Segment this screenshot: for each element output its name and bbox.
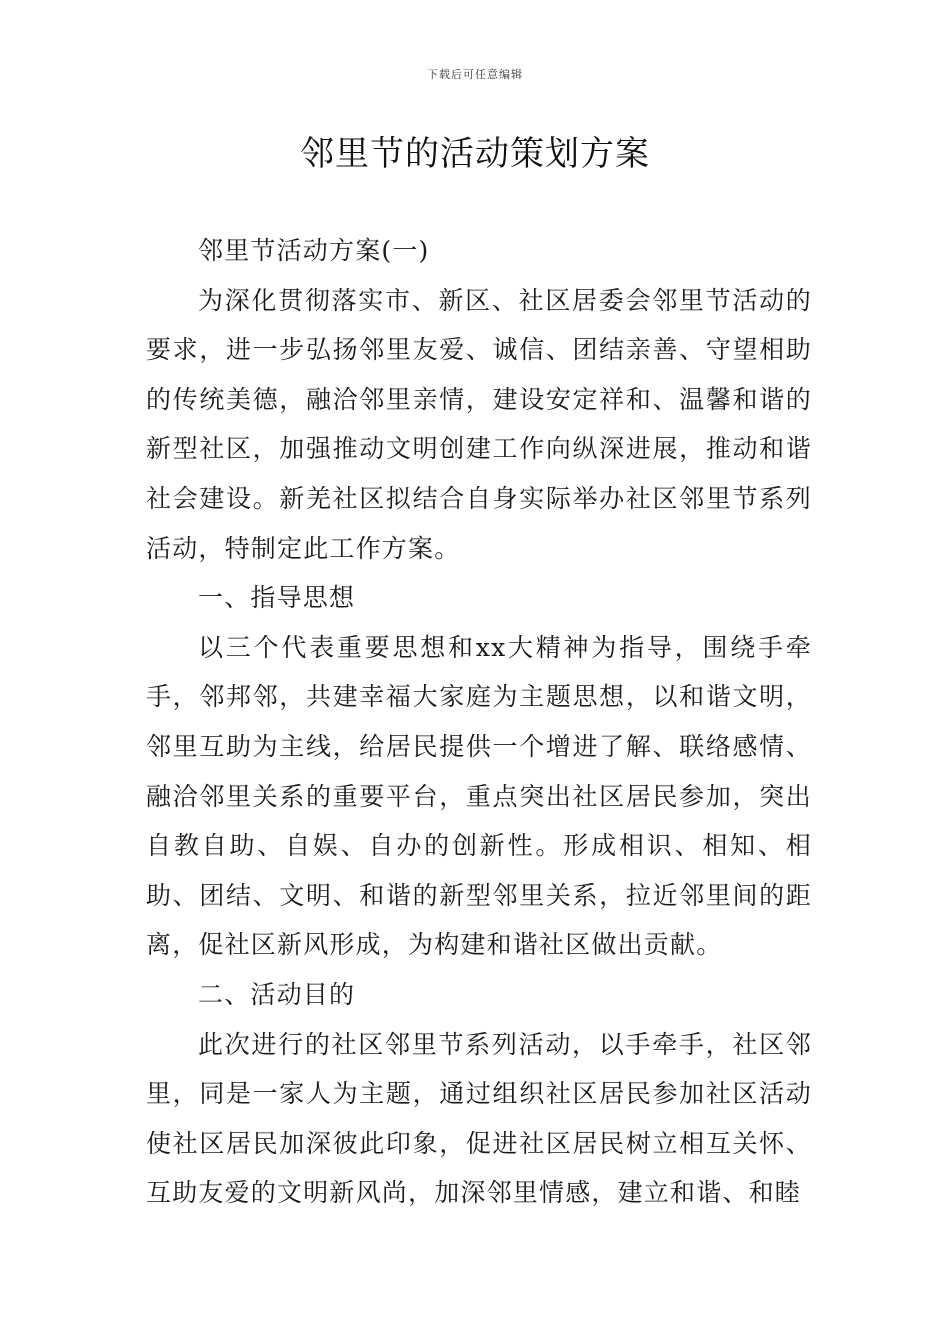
document-body bbox=[146, 226, 812, 1218]
section-heading-guiding-ideology: 一、指导思想 bbox=[198, 583, 356, 613]
paragraph-intro: 为深化贯彻落实市、新区、社区居委会邻里节活动的要求，进一步弘扬邻里友爱、诚信、团结亲善、守望相助的传统美德，融洽邻里亲情，建设安定祥和、温馨和谐的新型社区，加强推动文明创建工作向纵深进展，推动和谐社会建设。新羌社区拟结合自身实际举办社区邻里节系列活动，特制定此工作方案。 bbox=[146, 285, 812, 563]
document-title: 邻里节的活动策划方案 bbox=[300, 134, 650, 174]
paragraph-guiding-ideology: 以三个代表重要思想和xx大精神为指导，围绕手牵手，邻邦邻，共建幸福大家庭为主题思想，以和谐文明，邻里互助为主线，给居民提供一个增进了解、联络感情、融洽邻里关系的重要平台，重点突出社区居民参加，突出自教自助、自娱、自办的创新性。形成相识、相知、相助、团结、文明、和谐的新型邻里关系，拉近邻里间的距离，促社区新风形成，为构建和谐社区做出贡献。 bbox=[146, 632, 812, 960]
section-heading-plan-one: 邻里节活动方案(一) bbox=[198, 236, 430, 265]
header-note: 下载后可任意编辑 bbox=[427, 68, 523, 81]
section-heading-activity-purpose: 二、活动目的 bbox=[198, 979, 356, 1009]
paragraph-activity-purpose: 此次进行的社区邻里节系列活动，以手牵手，社区邻里，同是一家人为主题，通过组织社区居民参加社区活动使社区居民加深彼此印象，促进社区居民树立相互关怀、互助友爱的文明新风尚，加深邻里情感，建立和谐、和睦 bbox=[146, 1029, 812, 1208]
